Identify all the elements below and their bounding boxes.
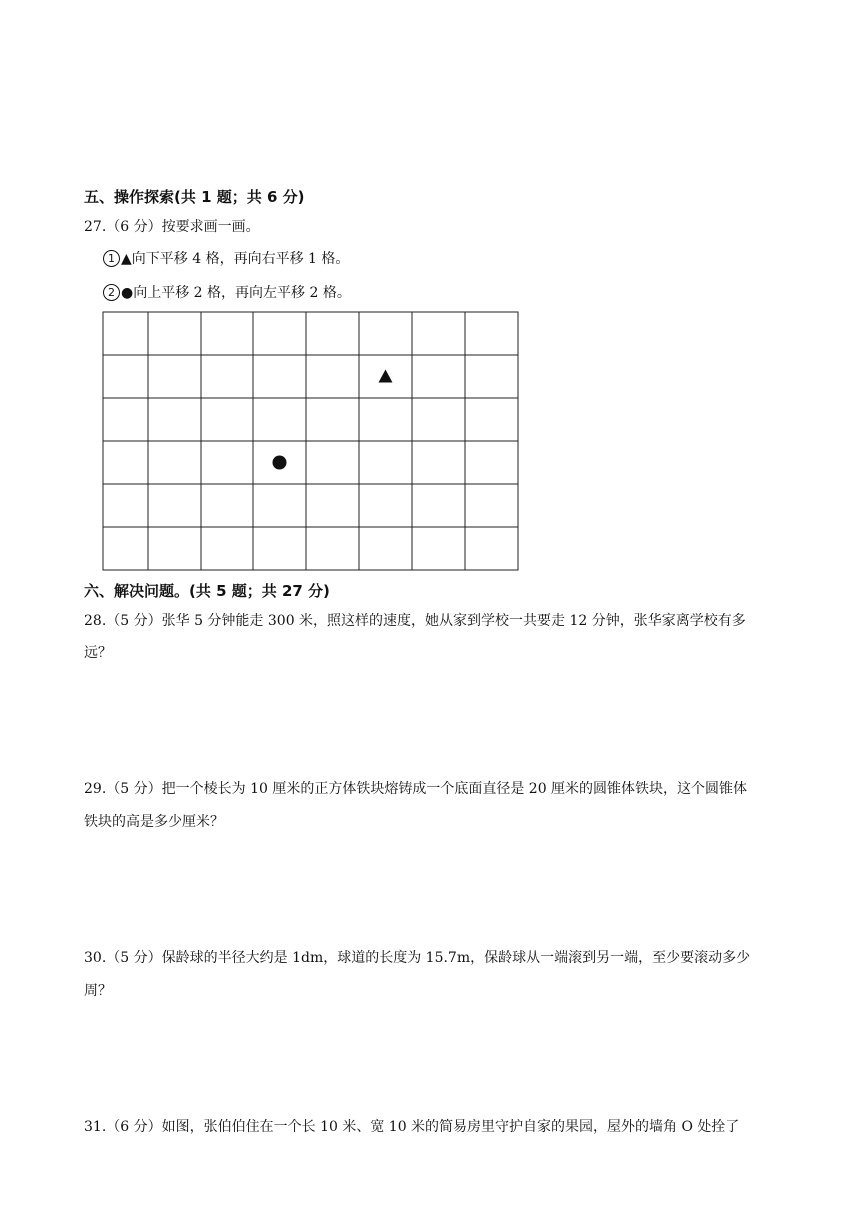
question-31-line-1: 31.（6 分）如图，张伯伯住在一个长 10 米、宽 10 米的简易房里守护自家的果园，屋外的墙角 O 处拴了 (84, 1119, 740, 1135)
grid-cell (201, 312, 253, 355)
grid-cell (148, 398, 201, 441)
grid-cell (359, 441, 412, 484)
grid-cell (306, 441, 359, 484)
question-27-item-1-text: ▲向下平移 4 格，再向右平移 1 格。 (121, 251, 350, 267)
grid-cell (412, 355, 465, 398)
question-27-stem: 27.（6 分）按要求画一画。 (84, 219, 260, 235)
triangle-icon (379, 370, 393, 383)
grid-cell (412, 441, 465, 484)
question-28-line-2: 远？ (84, 645, 112, 661)
grid-cell (148, 441, 201, 484)
grid-cell (359, 527, 412, 570)
grid-cell (148, 312, 201, 355)
grid-cell (253, 484, 306, 527)
grid-cell (359, 398, 412, 441)
grid-cell (253, 355, 306, 398)
section-title-5: 五、操作探索(共 1 题；共 6 分) (84, 188, 305, 206)
grid-cell (465, 398, 518, 441)
grid-cell (412, 398, 465, 441)
grid-cell (412, 527, 465, 570)
grid-cell (103, 312, 148, 355)
grid-cell (306, 527, 359, 570)
grid-svg (102, 311, 520, 572)
grid-cell (103, 441, 148, 484)
grid-cell (253, 527, 306, 570)
question-27-item-2-text: ●向上平移 2 格，再向左平移 2 格。 (121, 285, 351, 301)
grid-cell (103, 484, 148, 527)
question-27-item-2 (103, 282, 351, 302)
question-28-line-1: 28.（5 分）张华 5 分钟能走 300 米，照这样的速度，她从家到学校一共要走 12 分钟，张华家离学校有多 (84, 613, 746, 629)
grid-cell (201, 527, 253, 570)
grid-cell (253, 398, 306, 441)
grid-cell (465, 312, 518, 355)
grid-cell (148, 484, 201, 527)
grid-cell (103, 398, 148, 441)
grid-cell (306, 312, 359, 355)
question-30-line-2: 周？ (84, 983, 112, 999)
grid-cell (359, 312, 412, 355)
grid-cell (201, 355, 253, 398)
grid-cell (359, 484, 412, 527)
grid-cell (306, 484, 359, 527)
question-29-line-2: 铁块的高是多少厘米？ (84, 814, 224, 830)
translation-grid (102, 311, 520, 572)
circled-number-2: 2 (103, 284, 120, 301)
grid-cell (148, 355, 201, 398)
dot-icon (273, 456, 287, 470)
grid-cell (465, 527, 518, 570)
grid-cell (465, 484, 518, 527)
grid-cell (103, 355, 148, 398)
grid-cell (201, 441, 253, 484)
question-30-line-1: 30.（5 分）保龄球的半径大约是 1dm，球道的长度为 15.7m，保龄球从一端滚到另一端，至少要滚动多少 (84, 950, 751, 966)
grid-cell (201, 484, 253, 527)
circled-number-1: 1 (103, 250, 120, 267)
grid-cell (103, 527, 148, 570)
grid-cell (201, 398, 253, 441)
grid-cell (148, 527, 201, 570)
grid-cell (465, 441, 518, 484)
grid-cell (253, 312, 306, 355)
section-title-6: 六、解决问题。(共 5 题；共 27 分) (84, 582, 330, 600)
grid-cell (465, 355, 518, 398)
grid-cell (412, 312, 465, 355)
grid-cell (412, 484, 465, 527)
question-29-line-1: 29.（5 分）把一个棱长为 10 厘米的正方体铁块熔铸成一个底面直径是 20 厘米的圆锥体铁块，这个圆锥体 (84, 781, 748, 797)
grid-cell (306, 398, 359, 441)
grid-cell (306, 355, 359, 398)
question-27-item-1 (103, 248, 349, 268)
